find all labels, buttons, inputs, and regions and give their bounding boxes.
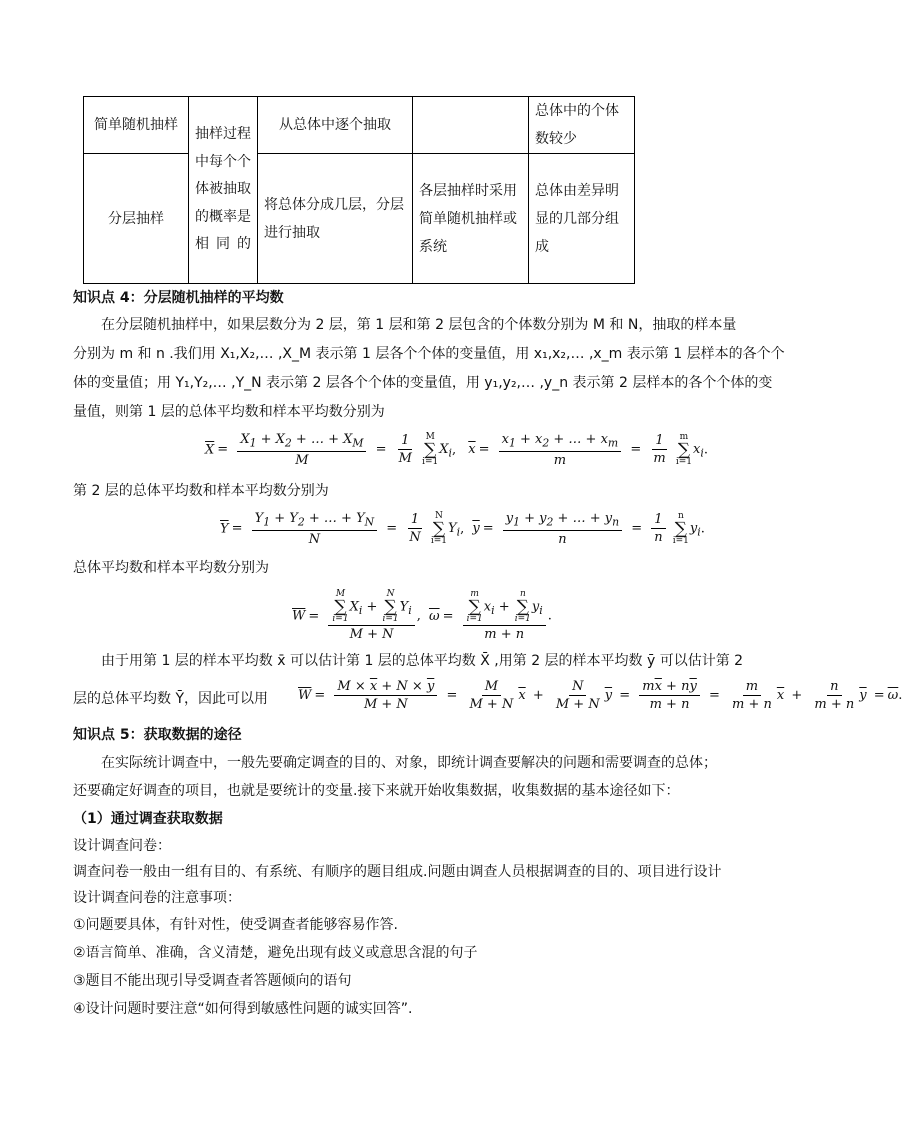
paragraph-line: 在实际统计调查中，一般先要确定调查的目的、对象，即统计调查要解决的问题和需要调查的总体； [101,755,717,771]
paragraph-line: 分别为 m 和 n .我们用 X₁,X₂,… ,X_M 表示第 1 层各个个体的变量值，用 x₁,x₂,… ,x_m 表示第 1 层样本的各个个 [73,346,785,362]
paragraph-line: 第 2 层的总体平均数和样本平均数分别为 [73,483,329,499]
paragraph-line: 设计调查问卷： [73,838,171,854]
sampling-comparison-table [83,96,635,284]
table-cell-scope: 总体中的个体数较少 [529,97,635,154]
formula-estimate: $\overline{W}$ = $\frac{M \times \overline{x} + N \times \overline{y}}{M + N}$ = $\frac{M}{M + N}$ $\overline{x}$ + $\frac{N}{M + N}$ $\overline{y}$ = $\frac{m\overline{x} + n\overline{y}}{m + n}$ = $\frac{m}{m + n}$ $\overline{x}$ + $\frac{n}{m + n}$ $\overline{y} = \overline{\omega}$. [298,679,902,712]
paragraph-line: 调查问卷一般由一组有目的、有系统、有顺序的题目组成.问题由调查人员根据调查的目的、项目进行设计 [73,864,722,880]
table-row [84,154,635,284]
table-cell-feature: 将总体分成几层，分层进行抽取 [258,154,413,284]
list-item: ①问题要具体，有针对性，使受调查者能够容易作答. [73,917,398,933]
list-item: ②语言简单、准确，含义清楚，避免出现有歧义或意思含混的句子 [73,945,478,961]
list-item: ③题目不能出现引导受调查者答题倾向的语句 [73,973,352,989]
formula-total-means: $\overline{W}$ = M ∑ i=1 $X_i$ + N ∑ i=1 $Y_i$ M + N , $\overline{\omega}$ = m ∑ i=1 $x_i$ + n ∑ i=1 $y_i$ m + n . [292,589,552,642]
table-cell-feature: 从总体中逐个抽取 [258,97,413,154]
table-cell-relation: 各层抽样时采用简单随机抽样或系统 [413,154,529,284]
section-heading-5: 知识点 5：获取数据的途径 [73,727,242,743]
paragraph-line: 由于用第 1 层的样本平均数 x̄ 可以估计第 1 层的总体平均数 X̄ ,用第 2 层的样本平均数 ȳ 可以估计第 2 [101,653,744,669]
paragraph-line: 在分层随机抽样中，如果层数分为 2 层，第 1 层和第 2 层包含的个体数分别为 M 和 N，抽取的样本量 [101,317,737,333]
paragraph-line: 体的变量值；用 Y₁,Y₂,… ,Y_N 表示第 2 层各个个体的变量值，用 y₁,y₂,… ,y_n 表示第 2 层样本的各个个体的变 [73,375,773,391]
paragraph-line: 总体平均数和样本平均数分别为 [73,560,269,576]
subsection-heading: （1）通过调查获取数据 [73,811,223,827]
table-cell-common: 抽样过程中每个个体被抽取的概率是相同的 [189,97,258,284]
table-cell-method: 分层抽样 [84,154,189,284]
formula-layer1-means: $\overline{X}$ = $\frac{X_1 + X_2 + \dots + X_M}{M}$ = $\frac{1}{M}$ M ∑ i=1 $X_i$, $\overline{x}$ = $\frac{x_1 + x_2 + \dots + x_m}{m}$ = $\frac{1}{m}$ m ∑ i=1 $x_i$. [205,431,708,468]
paragraph-line: 还要确定好调查的项目，也就是要统计的变量.接下来就开始收集数据，收集数据的基本途径如下： [73,783,680,799]
paragraph-line: 设计调查问卷的注意事项： [73,890,241,906]
formula-layer2-means: $\overline{Y}$ = $\frac{Y_1 + Y_2 + \dots + Y_N}{N}$ = $\frac{1}{N}$ N ∑ i=1 $Y_i$, $\overline{y}$ = $\frac{y_1 + y_2 + \dots + y_n}{n}$ = $\frac{1}{n}$ n ∑ i=1 $y_i$. [220,510,705,547]
table-cell-scope: 总体由差异明显的几部分组成 [529,154,635,284]
table-row [84,97,635,154]
table-cell-relation [413,97,529,154]
table-cell-method: 简单随机抽样 [84,97,189,154]
section-heading-4: 知识点 4：分层随机抽样的平均数 [73,290,284,306]
list-item: ④设计问题时要注意“如何得到敏感性问题的诚实回答”. [73,1001,413,1017]
paragraph-line: 层的总体平均数 Ȳ，因此可以用 [73,691,269,707]
paragraph-line: 量值，则第 1 层的总体平均数和样本平均数分别为 [73,404,385,420]
